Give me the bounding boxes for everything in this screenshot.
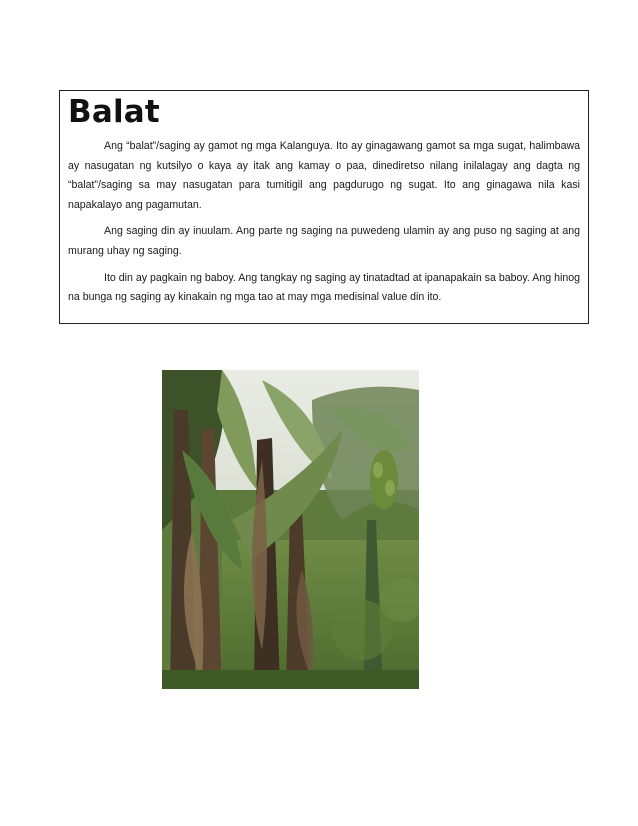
text-box	[59, 90, 589, 324]
paragraph-2: Ang saging din ay inuulam. Ang parte ng saging na puwedeng ulamin ay ang puso ng saging at ang murang uhay ng saging.	[68, 225, 580, 257]
banana-plant-photo	[162, 370, 419, 689]
paragraph-3: Ito din ay pagkain ng baboy. Ang tangkay ng saging ay tinatadtad at ipanapakain sa baboy. Ang hinog na bunga ng saging ay kinakain ng mga tao at may mga medisinal value din ito.	[68, 271, 580, 304]
paragraph-1: Ang “balat”/saging ay gamot ng mga Kalanguya. Ito ay ginagawang gamot sa mga sugat, halimbawa ay nasugatan ng kutsilyo o kaya ay itak ang kamay o paa, dinediretso nilang inilalagay ang dagta ng “balat”/saging sa may nasugatan para tumitigil ang pagdurugo ng sugat. Ito ang ginagawa nila kasi napakalayo ang pagamutan.	[68, 140, 580, 211]
page-title: Balat	[68, 94, 160, 130]
